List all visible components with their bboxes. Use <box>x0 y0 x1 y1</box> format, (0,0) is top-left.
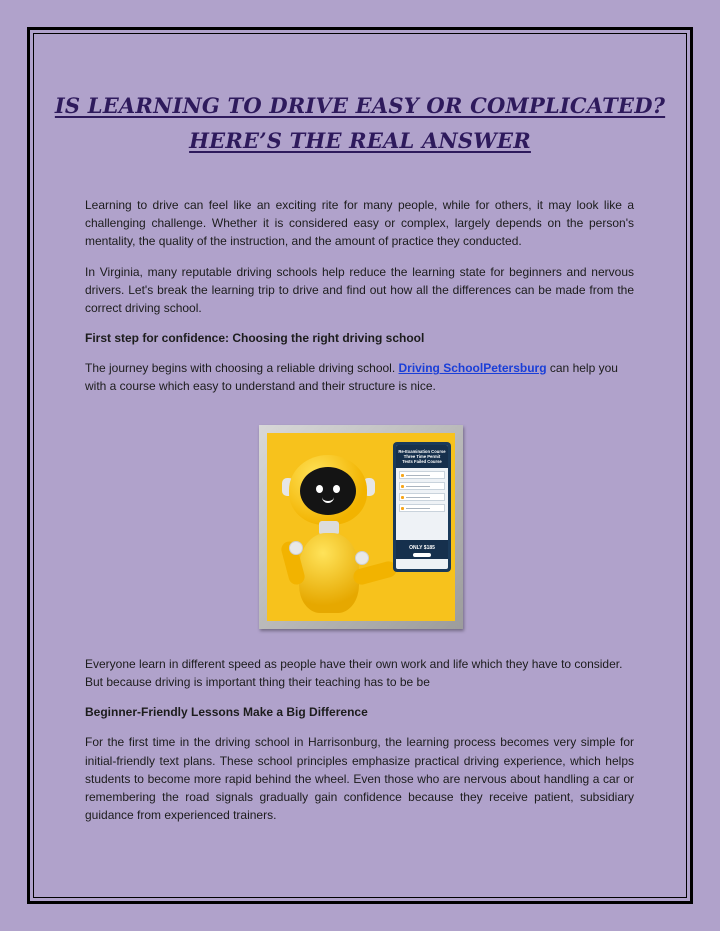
phone-price-label: ONLY $185 <box>396 540 448 559</box>
journey-text-before: The journey begins with choosing a reliable driving school. <box>85 361 399 376</box>
robot-smile <box>322 495 334 503</box>
robot-face <box>300 467 356 515</box>
phone-course-header: Re-Examination Course Three Time Permit Tests Failed Course <box>396 445 448 468</box>
bullet-icon <box>401 496 404 499</box>
phone-list-item <box>399 471 445 479</box>
robot-illustration <box>259 425 463 629</box>
phone-mockup <box>393 442 451 572</box>
page-title <box>40 88 680 158</box>
article-body-continued <box>85 655 634 836</box>
section-heading-beginner-lessons: Beginner-Friendly Lessons Make a Big Difference <box>85 705 368 720</box>
article-body <box>85 196 634 408</box>
journey-paragraph <box>85 359 634 395</box>
robot-right-shoulder <box>355 551 369 565</box>
phone-screen <box>396 445 448 569</box>
harrisonburg-paragraph: For the first time in the driving school in Harrisonburg, the learning process becomes very simple for initial-friendly text plans. These school principles emphasize practical driving experience, which helps students to become more rapid behind the wheel. Even those who are nervous about handling a car or remembering the road signals gradually gain confidence because they receive patient, subsidiary guidance from experienced trainers. <box>85 735 634 823</box>
virginia-paragraph: In Virginia, many reputable driving schools help reduce the learning state for beginners and nervous drivers. Let's break the learning trip to drive and find out how all the differences can be made from the correct driving school. <box>85 264 634 316</box>
robot-left-eye <box>316 485 323 493</box>
robot-left-shoulder <box>289 541 303 555</box>
robot-right-eye <box>333 485 340 493</box>
phone-text-line <box>406 508 430 509</box>
illustration-background <box>267 433 455 621</box>
bullet-icon <box>401 507 404 510</box>
robot-body <box>299 533 359 613</box>
phone-list-item <box>399 493 445 501</box>
driving-school-petersburg-link[interactable]: Driving SchoolPetersburg <box>398 361 547 376</box>
phone-text-line <box>406 497 430 498</box>
section-heading-choosing-school: First step for confidence: Choosing the right driving school <box>85 331 425 346</box>
phone-cta-button <box>413 553 431 557</box>
phone-text-line <box>406 486 430 487</box>
phone-list-item <box>399 504 445 512</box>
speed-paragraph: Everyone learn in different speed as people have their own work and life which they have to consider. But because driving is important thing their teaching has to be be <box>85 657 623 690</box>
title-line-1: IS LEARNING TO DRIVE EASY OR COMPLICATED? <box>54 93 666 118</box>
phone-text-line <box>406 475 430 476</box>
phone-list-item <box>399 482 445 490</box>
bullet-icon <box>401 485 404 488</box>
bullet-icon <box>401 474 404 477</box>
journey-text-after: can help you with a course which easy to understand and their structure is nice. <box>85 361 618 394</box>
title-line-2: HERE’S THE REAL ANSWER <box>189 128 531 153</box>
intro-paragraph: Learning to drive can feel like an exciting rite for many people, while for others, it may look like a challenging challenge. Whether it is considered easy or complex, largely depends on the person's mentality, the quality of the instruction, and the amount of practice they conducted. <box>85 198 634 249</box>
